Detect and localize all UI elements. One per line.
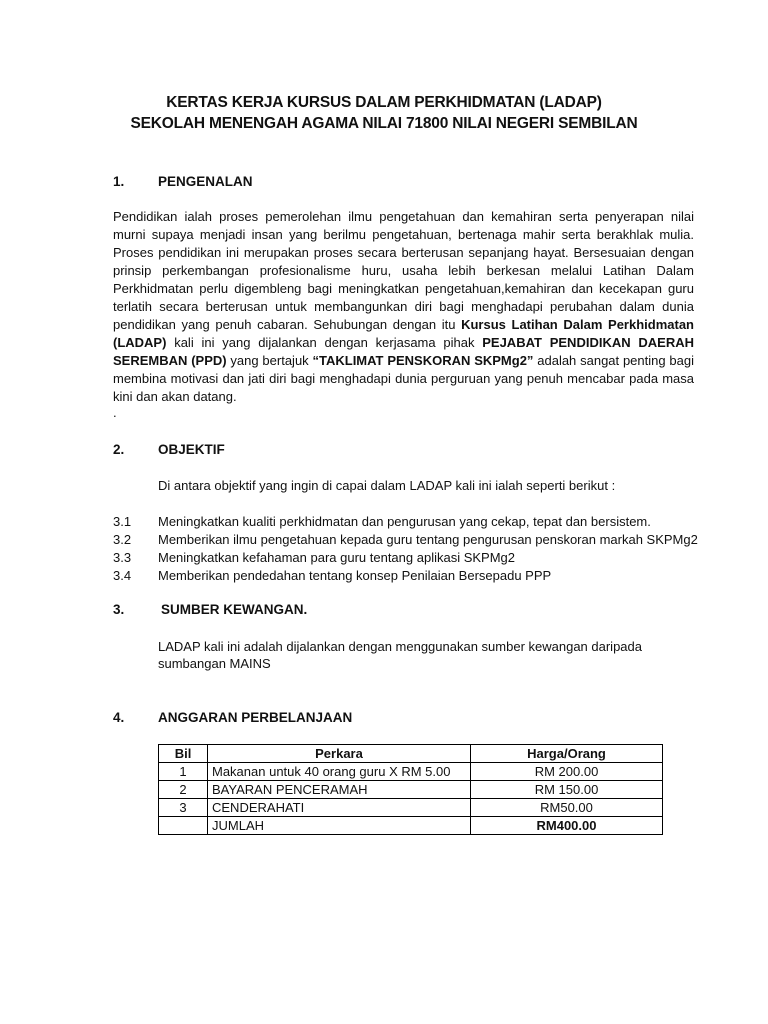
cell-harga: RM 200.00 [471, 763, 663, 781]
header-perkara: Perkara [208, 745, 471, 763]
objective-number: 3.2 [113, 532, 132, 547]
objective-number: 3.3 [113, 550, 132, 565]
cell-bil: 1 [159, 763, 208, 781]
objective-text: Meningkatkan kualiti perkhidmatan dan pengurusan yang cekap, tepat dan bersistem. [158, 514, 651, 529]
table-row [159, 781, 663, 799]
cell-bil-empty [159, 817, 208, 835]
budget-table [158, 744, 663, 835]
section2-intro: Di antara objektif yang ingin di capai dalam LADAP kali ini ialah seperti berikut : [158, 478, 616, 493]
cell-bil: 3 [159, 799, 208, 817]
objective-number: 3.1 [113, 514, 132, 529]
table-row [159, 763, 663, 781]
section1-bold-b: PEJABAT PENDIDIKAN DAERAH SEREMBAN (PPD) [113, 335, 694, 368]
section1-paragraph [113, 208, 694, 406]
section4-title: ANGGARAN PERBELANJAAN [158, 710, 353, 725]
objective-text: Memberikan ilmu pengetahuan kepada guru tentang pengurusan penskoran markah SKPMg2 [158, 532, 698, 547]
section3-line2: sumbangan MAINS [158, 656, 271, 671]
objective-text: Memberikan pendedahan tentang konsep Penilaian Bersepadu PPP [158, 568, 552, 583]
section3-line1: LADAP kali ini adalah dijalankan dengan menggunakan sumber kewangan daripada [158, 639, 642, 654]
section1-bold-c: “TAKLIMAT PENSKORAN SKPMg2” [312, 353, 534, 368]
cell-harga: RM50.00 [471, 799, 663, 817]
table-total-row [159, 817, 663, 835]
section4-number: 4. [113, 710, 125, 725]
stray-mark: . [113, 405, 117, 420]
section1-number: 1. [113, 174, 125, 189]
table-row [159, 799, 663, 817]
section2-number: 2. [113, 442, 125, 457]
total-value: RM400.00 [471, 817, 663, 835]
document-title-line1: KERTAS KERJA KURSUS DALAM PERKHIDMATAN (LADAP) [166, 94, 602, 111]
table-header-row [159, 745, 663, 763]
document-title-line2: SEKOLAH MENENGAH AGAMA NILAI 71800 NILAI NEGERI SEMBILAN [130, 115, 638, 132]
cell-perkara: Makanan untuk 40 orang guru X RM 5.00 [208, 763, 471, 781]
section1-title: PENGENALAN [158, 174, 253, 189]
objective-number: 3.4 [113, 568, 132, 583]
header-harga: Harga/Orang [471, 745, 663, 763]
objective-text: Meningkatkan kefahaman para guru tentang aplikasi SKPMg2 [158, 550, 515, 565]
cell-perkara: CENDERAHATI [208, 799, 471, 817]
section1-text-b: kali ini yang dijalankan dengan kerjasama pihak [166, 335, 483, 350]
section1-text-a: Pendidikan ialah proses pemerolehan ilmu pengetahuan dan kemahiran serta penyerapan nilai murni supaya menjadi insan yang berilmu pengetahuan, bertenaga mahir serta berakhlak mulia. Proses pendidikan ini merupakan proses secara berterusan sepanjang hayat. Bersesuaian dengan prinsip perkembangan profesionalisme huru, usaha lebih berkesan melalui Latihan Dalam Perkhidmatan perlu digembleng bagi meningkatkan pengetahuan,kemahiran dan kecekapan guru terlatih secara berterusan untuk membangunkan diri bagi menghadapi perubahan dalam dunia pendidikan yang penuh cabaran. Sehubungan dengan itu [113, 209, 694, 332]
cell-bil: 2 [159, 781, 208, 799]
section1-bold-a: Kursus Latihan Dalam Perkhidmatan (LADAP) [113, 317, 694, 350]
section1-text-d: adalah sangat penting bagi membina motivasi dan jati diri bagi menghadapi dunia perguruan yang penuh mencabar pada masa kini dan akan datang. [113, 353, 694, 404]
section2-title: OBJEKTIF [158, 442, 225, 457]
section3-title: SUMBER KEWANGAN. [161, 602, 308, 617]
cell-harga: RM 150.00 [471, 781, 663, 799]
header-bil: Bil [159, 745, 208, 763]
section1-text-c: yang bertajuk [226, 353, 313, 368]
section3-number: 3. [113, 602, 125, 617]
total-label: JUMLAH [208, 817, 471, 835]
cell-perkara: BAYARAN PENCERAMAH [208, 781, 471, 799]
